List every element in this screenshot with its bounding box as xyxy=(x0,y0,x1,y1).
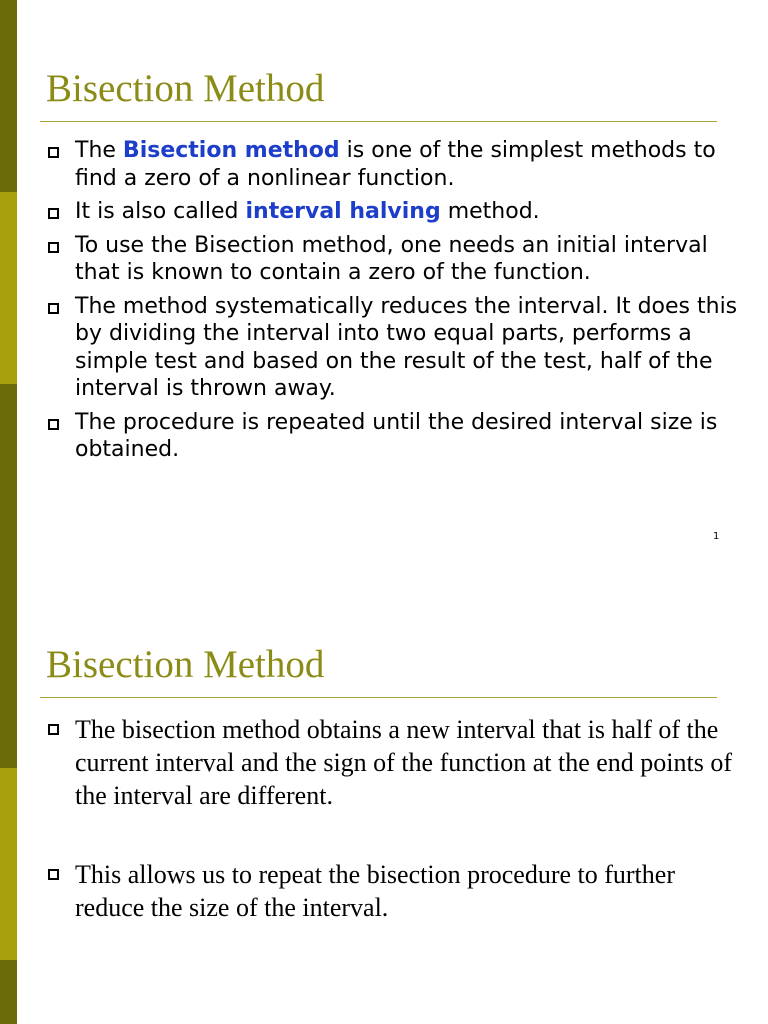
bullet-text: method. xyxy=(440,199,540,224)
bullet-item xyxy=(48,293,738,403)
square-bullet-icon xyxy=(48,242,59,253)
bullet-item xyxy=(48,137,738,192)
square-bullet-icon xyxy=(48,208,59,219)
bullet-text: The procedure is repeated until the desired interval size is obtained. xyxy=(75,409,718,462)
highlight-term: interval halving xyxy=(245,199,441,224)
page-number: 1 xyxy=(713,531,720,542)
bullet-text: The bisection method obtains a new interval that is half of the current interval and the sign of the function at the end points of the interval are different. xyxy=(75,715,733,810)
slide-title: Bisection Method xyxy=(46,67,325,110)
bullet-item xyxy=(48,232,738,287)
bullet-text: It is also called xyxy=(75,199,246,224)
slide-2 xyxy=(0,576,768,1024)
bullet-text: The method systematically reduces the interval. It does this by dividing the interval into two equal parts, performs a simple test and based on the result of the test, half of the interval is thrown away. xyxy=(75,293,738,401)
bullet-item xyxy=(48,409,738,464)
square-bullet-icon xyxy=(48,147,59,158)
bullet-text: This allows us to repeat the bisection procedure to further reduce the size of the interval. xyxy=(75,860,675,922)
title-underline xyxy=(40,121,717,122)
bullet-text: To use the Bisection method, one needs an initial interval that is known to contain a zero of the function. xyxy=(75,232,708,285)
square-bullet-icon xyxy=(48,869,59,880)
square-bullet-icon xyxy=(48,724,59,735)
title-underline xyxy=(40,697,717,698)
bullet-text: The xyxy=(75,138,123,163)
bullet-text: is one of the simplest methods to find a zero of a nonlinear function. xyxy=(75,138,716,191)
slide-title: Bisection Method xyxy=(46,643,325,686)
square-bullet-icon xyxy=(48,419,59,430)
highlight-term: Bisection method xyxy=(122,138,340,163)
bullet-item xyxy=(48,713,738,812)
bullet-item xyxy=(48,858,738,924)
bullet-item xyxy=(48,198,738,226)
bullet-list xyxy=(48,713,738,924)
bullet-list xyxy=(48,137,738,470)
square-bullet-icon xyxy=(48,303,59,314)
